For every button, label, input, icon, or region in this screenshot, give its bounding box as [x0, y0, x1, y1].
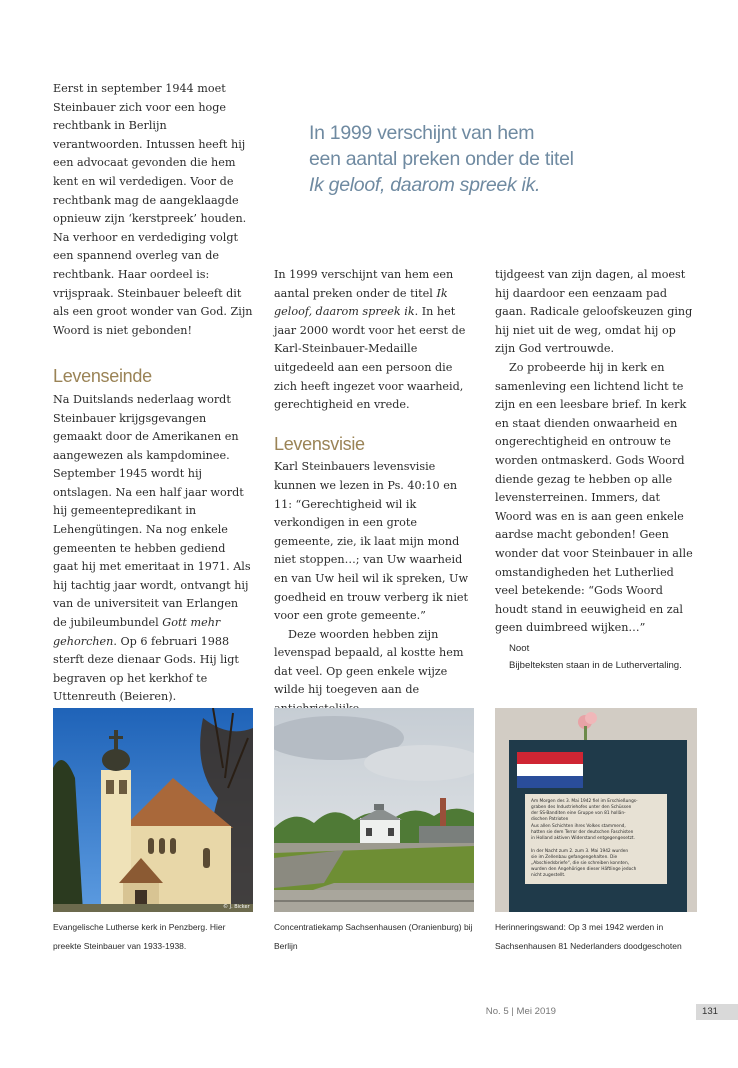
- paragraph: [53, 391, 253, 707]
- footnote-title: Noot: [509, 643, 530, 654]
- church-photo: [53, 708, 253, 912]
- issue-label: No. 5 | Mei 2019: [485, 1006, 556, 1017]
- text-run: In 1999 verschijnt van hem een aantal preken onder de titel: [274, 268, 454, 300]
- paragraph: [495, 359, 697, 638]
- camp-illustration: [274, 708, 474, 912]
- text-run: Deze woorden hebben zijn levenspad bepaald, al kostte hem dat veel. Op geen enkele wijze wilde hij toegeven aan de: [274, 627, 464, 697]
- plaque-line: hatten sie dem Terror der deutschen Faschisten: [531, 830, 634, 835]
- pull-quote-line: een aantal preken onder de titel: [309, 148, 574, 170]
- photo-caption-memorial: [495, 918, 700, 956]
- text-run: Karl Steinbauers levensvisie kunnen we lezen in Ps. 40:10 en 11: “Gerechtigheid wil ik verkondigen in een grote gemeente, zie, ik laat mijn mond niet stoppen…; van Uw waarheid en van Uw heil wil ik spreken, Uw goedheid en trouw verberg ik niet voor een grote gemeente.”: [274, 460, 469, 623]
- plaque-line: in Holland aktiven Widerstand entgegengesetzt.: [531, 836, 635, 841]
- text-column-2: [274, 266, 476, 719]
- memorial-illustration: [495, 708, 697, 912]
- church-illustration: [53, 708, 253, 912]
- footnote: [509, 640, 709, 674]
- plaque-line: dischen Patrioten: [531, 817, 569, 822]
- paragraph: [274, 458, 476, 625]
- caption-text: Herinneringswand: Op 3 mei 1942 werden in Sachsenhausen 81 Nederlanders doodgeschoten: [495, 922, 682, 951]
- photo-watermark: © J. Bicker: [223, 904, 250, 910]
- footnote-text: Bijbelteksten staan in de Luthervertaling.: [509, 660, 682, 671]
- section-heading-levensvisie: Levensvisie: [274, 433, 365, 454]
- text-run: tijdgeest van zijn dagen, al moest hij daardoor een eenzaam pad gaan. Radicale geloofskeuzen ging hij niet uit de weg, omdat hij op zijn God vertrouwde.: [495, 268, 693, 356]
- paragraph: [274, 266, 476, 415]
- photo-caption-church: [53, 918, 253, 956]
- plaque-line: nicht zugestellt.: [531, 873, 566, 878]
- plaque-line: Am Morgen des 3. Mai 1942 fiel im Erschießungs-: [531, 799, 638, 804]
- text-run: . In het jaar 2000 wordt voor het eerst de Karl-Steinbauer-Medaille uitgedeeld aan een persoon die zich heeft ingezet voor waarheid, gerechtigheid en vrede.: [274, 305, 466, 412]
- memorial-photo: [495, 708, 697, 912]
- section-heading-levenseinde: Levenseinde: [53, 366, 152, 387]
- text-run: Zo probeerde hij in kerk en samenleving een lichtend licht te zijn en een leesbare brief. In kerk en staat dienden onwaarheid en ongerechtigheid en ontrouw te worden ontmaskerd. Gods Woord diende gezag te hebben op alle levensterreinen. Immers, dat Woord was en is aan geen enkele aardse macht gebonden! Geen wonder dat voor Steinbauer in alle omstandigheden het Lutherlied veel betekende: “Gods Woord houdt stand in eeuwigheid en zal geen duimbreed wijken…”: [495, 360, 693, 635]
- pull-quote-line: In 1999 verschijnt van hem: [309, 122, 535, 144]
- paragraph: [495, 266, 697, 359]
- plaque-line: der SS-Banditen eine Gruppe von 81 hollän-: [531, 811, 626, 816]
- text-column-1: [53, 80, 253, 707]
- caption-text: Evangelische Lutherse kerk in Penzberg. Hier preekte Steinbauer van 1933-1938.: [53, 922, 226, 951]
- plaque-line: „Abschiedsbriefe“, die sie schreiben konnten,: [531, 861, 630, 866]
- plaque-line: wurden den Angehörigen dieser Häftlinge jedoch: [531, 867, 637, 872]
- photo-caption-camp: [274, 918, 474, 956]
- pull-quote: [309, 120, 609, 198]
- plaque-line: In der Nacht zum 2. zum 3. Mai 1942 wurden: [531, 849, 629, 854]
- text-run: Na Duitslands nederlaag wordt Steinbauer krijgsgevangen gemaakt door de Amerikanen en aangewezen als kampdominee. September 1945 wordt hij ontslagen. Na een half jaar wordt hij gemeentepredikant in Lehengütingen. Na nog enkele gemeenten te hebben gediend gaat hij met emeritaat in 1971. Als hij tachtig jaar wordt, ontvangt hij van de universiteit van Erlangen de jubileumbundel: [53, 392, 251, 630]
- italic-title: Gott mehr gehorchen: [53, 616, 221, 648]
- caption-text: Concentratiekamp Sachsenhausen (Oranienburg) bij Berlijn: [274, 922, 473, 951]
- plaque-line: sie im Zellenbau gefangengehalten. Die: [531, 855, 618, 860]
- italic-title: Ik geloof, daarom spreek ik: [274, 286, 448, 319]
- paragraph: [53, 80, 253, 340]
- paragraph: [274, 626, 476, 719]
- plaque-line: graben des Industriehofes unter den Schüssen: [531, 805, 632, 810]
- text-column-3: [495, 266, 697, 638]
- text-run: . Op 6 februari 1988 sterft deze dienaar Gods. Hij ligt begraven op het kerkhof te Uttenreuth (Beieren).: [53, 634, 239, 704]
- pull-quote-title: Ik geloof, daarom spreek ik.: [309, 174, 541, 196]
- text-run: Eerst in september 1944 moet Steinbauer zich voor een hoge rechtbank in Berlijn verantwoorden. Intussen heeft hij een advocaat gevonden die hem kent en wil verdedigen. Voor de rechtbank mag de aangeklaagde opnieuw zijn ‘kerstpreek’ houden. Na verhoor en verdediging volgt een spannend overleg van de rechtbank. Haar oordeel is: vrijspraak. Steinbauer beleeft dit als een groot wonder van God. Zijn Woord is niet gebonden!: [53, 82, 253, 337]
- plaque-line: Aus allen Schichten ihres Volkes stammend,: [531, 824, 626, 829]
- camp-photo: [274, 708, 474, 912]
- page-number: 131: [696, 1004, 738, 1020]
- pull-quote-line: [309, 172, 609, 198]
